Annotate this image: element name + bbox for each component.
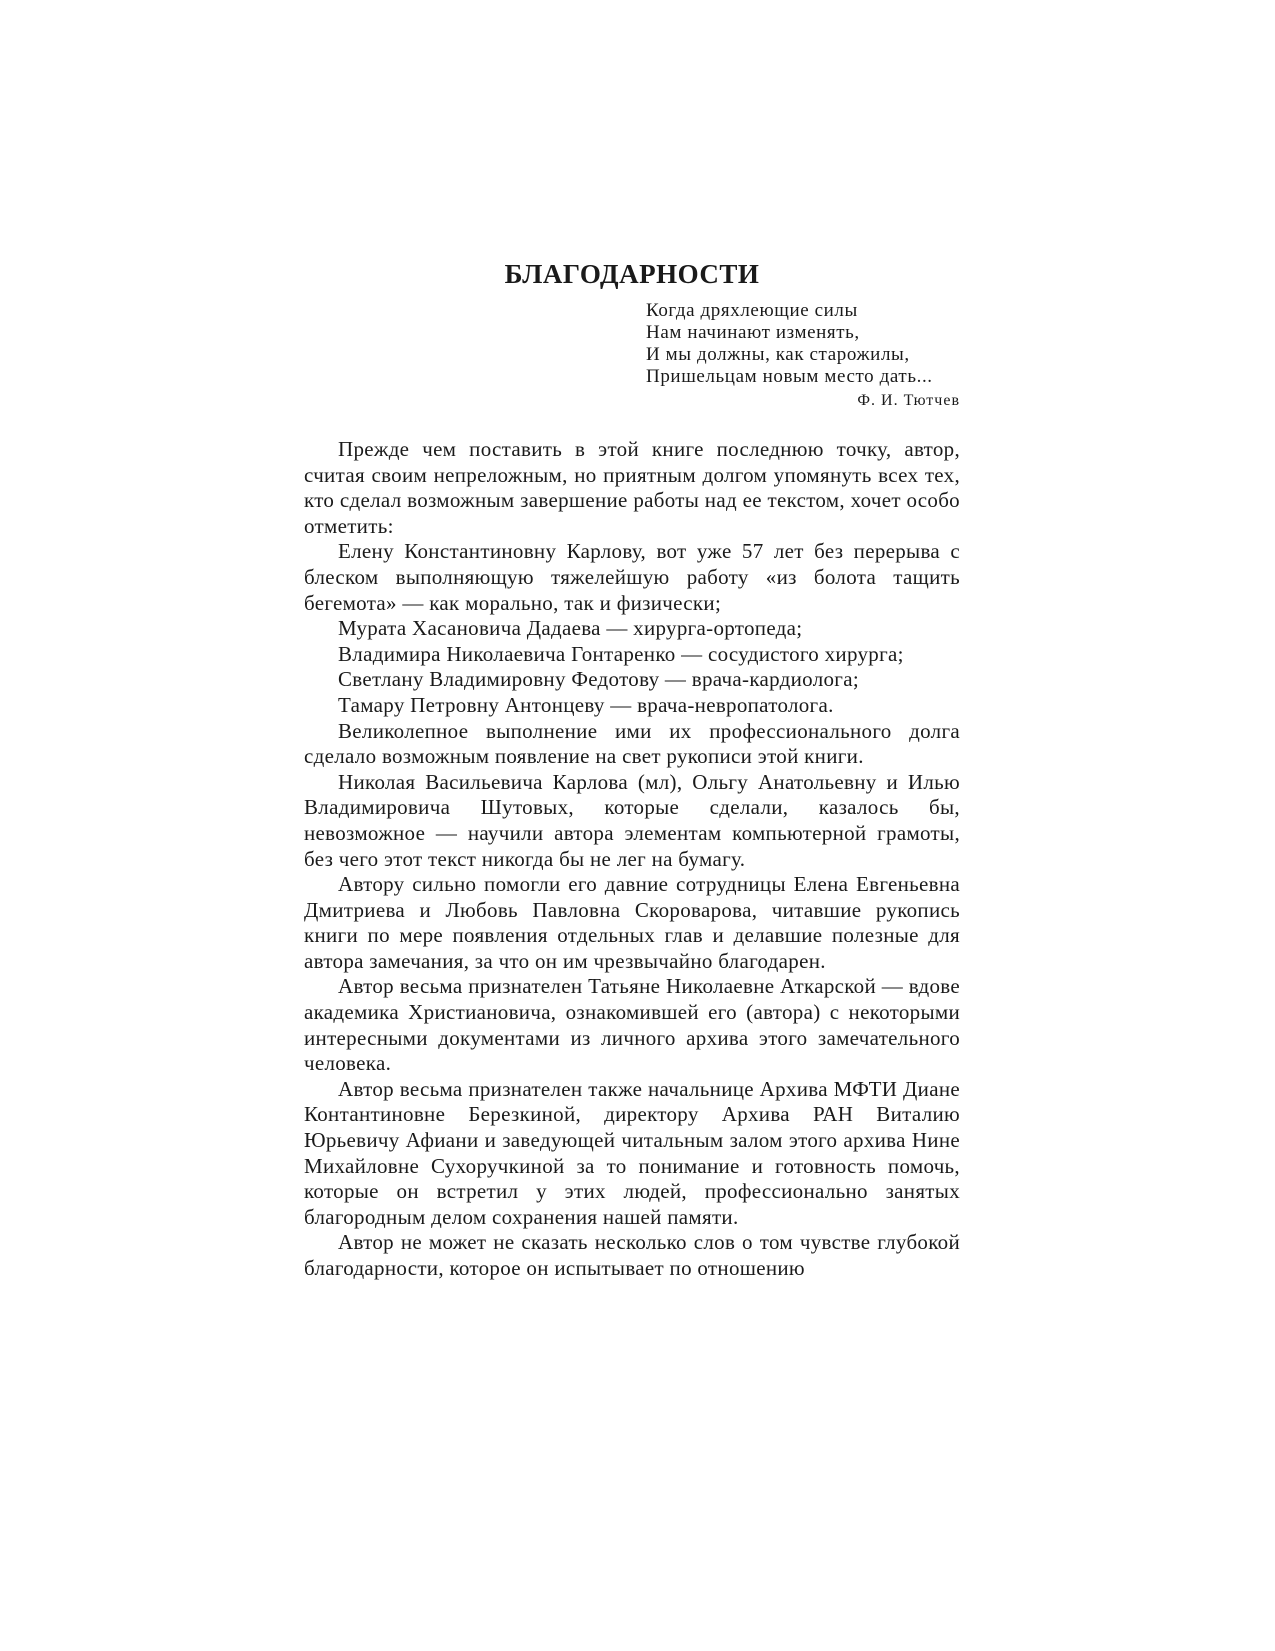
epigraph-line: Нам начинают изменять, bbox=[646, 322, 860, 343]
epigraph bbox=[646, 300, 960, 412]
paragraph: Автор весьма признателен также начальнице Архива МФТИ Диане Контантиновне Березкиной, директору Архива РАН Виталию Юрьевичу Афиани и заведующей читальным залом этого архива Нине Михайловне Сухоручкиной за то понимание и готовность помочь, которые он встретил у этих людей, профессионально занятых благородным делом сохранения нашей памяти. bbox=[304, 1076, 960, 1229]
paragraph: Прежде чем поставить в этой книге последнюю точку, автор, считая своим непреложным, но приятным долгом упомянуть всех тех, кто сделал возможным завершение работы над ее текстом, хочет особо отметить: bbox=[304, 437, 960, 538]
paragraph: Мурата Хасановича Дадаева — хирурга-ортопеда; bbox=[338, 616, 803, 641]
epigraph-line: Пришельцам новым место дать... bbox=[646, 366, 933, 387]
paragraph: Светлану Владимировну Федотову — врача-кардиолога; bbox=[338, 667, 859, 692]
paragraph: Автору сильно помогли его давние сотрудницы Елена Евгеньевна Дмитриева и Любовь Павловна Скороварова, читавшие рукопись книги по мере появления отдельных глав и делавшие полезные для автора замечания, за что он им чрезвычайно благодарен. bbox=[304, 872, 960, 973]
paragraph: Автор не может не сказать несколько слов о том чувстве глубокой благодарности, которое он испытывает по отношению bbox=[304, 1230, 960, 1280]
body-text bbox=[304, 437, 960, 1282]
page-title: БЛАГОДАРНОСТИ bbox=[504, 259, 760, 289]
paragraph: Великолепное выполнение ими их профессионального долга сделало возможным появление на свет рукописи этой книги. bbox=[304, 718, 960, 769]
epigraph-line: И мы должны, как старожилы, bbox=[646, 344, 910, 365]
paragraph: Елену Константиновну Карлову, вот уже 57 лет без перерыва с блеском выполняющую тяжелейшую работу «из болота тащить бегемота» — как морально, так и физически; bbox=[304, 539, 960, 615]
paragraph: Николая Васильевича Карлова (мл), Ольгу Анатольевну и Илью Владимировича Шутовых, которые сделали, казалось бы, невозможное — научили автора элементам компьютерной грамоты, без чего этот текст никогда бы не лег на бумагу. bbox=[304, 769, 960, 871]
paragraph: Владимира Николаевича Гонтаренко — сосудистого хирурга; bbox=[338, 641, 904, 666]
document-page bbox=[304, 254, 960, 1282]
paragraph: Тамару Петровну Антонцеву — врача-невропатолога. bbox=[338, 692, 834, 717]
epigraph-line: Когда дряхлеющие силы bbox=[646, 300, 858, 321]
epigraph-author: Ф. И. Тютчев bbox=[857, 392, 960, 409]
paragraph: Автор весьма признателен Татьяне Николаевне Аткарской — вдове академика Христиановича, ознакомившей его (автора) с некоторыми интересными документами из личного архива этого замечательного человека. bbox=[304, 974, 960, 1076]
